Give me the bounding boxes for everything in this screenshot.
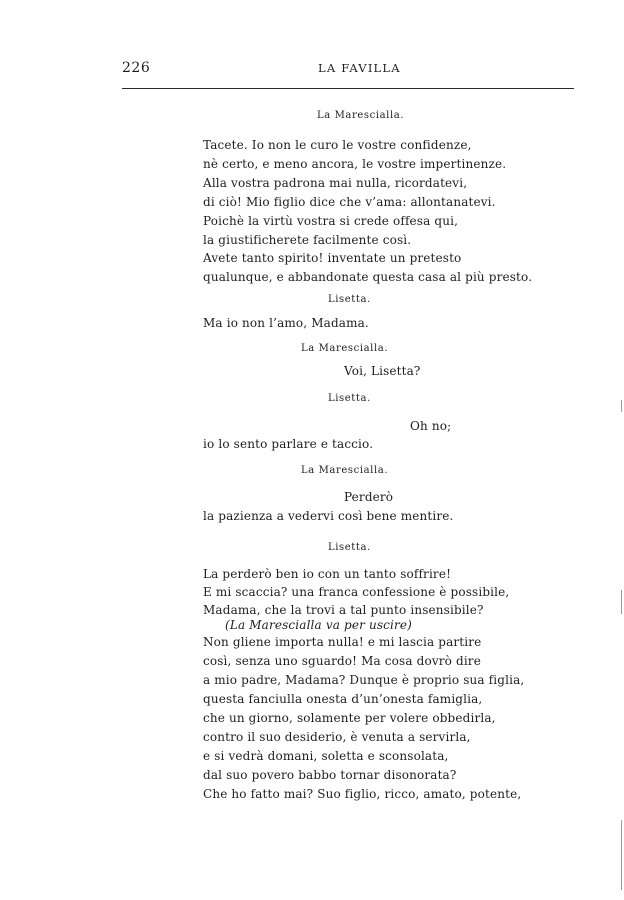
stage-direction: (La Marescialla va per uscire) xyxy=(225,618,412,632)
page-number: 226 xyxy=(122,60,151,76)
speaker-heading: Lisetta. xyxy=(328,294,371,305)
verse-line: Tacete. Io non le curo le vostre confidenze, xyxy=(203,138,472,152)
scan-artifact xyxy=(621,400,622,412)
verse-line: e si vedrà domani, soletta e sconsolata, xyxy=(203,749,449,763)
verse-line: la giustificherete facilmente così. xyxy=(203,233,412,247)
verse-line: questa fanciulla onesta d’un’onesta famiglia, xyxy=(203,692,483,706)
speaker-heading: La Marescialla. xyxy=(317,110,405,121)
verse-line: nè certo, e meno ancora, le vostre impertinenze. xyxy=(203,157,507,171)
verse-line: io lo sento parlare e taccio. xyxy=(203,437,374,451)
verse-line: Oh no; xyxy=(410,419,452,433)
verse-line: Non gliene importa nulla! e mi lascia partire xyxy=(203,635,482,649)
scan-artifact xyxy=(621,820,622,890)
page-header xyxy=(0,60,624,80)
verse-line: che un giorno, solamente per volere obbedirla, xyxy=(203,711,496,725)
verse-line: Alla vostra padrona mai nulla, ricordatevi, xyxy=(203,176,468,190)
verse-line: Poichè la virtù vostra si crede offesa qui, xyxy=(203,214,459,228)
verse-line: Voi, Lisetta? xyxy=(344,364,421,378)
verse-line: Perderò xyxy=(344,490,394,504)
verse-line: E mi scaccia? una franca confessione è possibile, xyxy=(203,585,510,599)
running-title: LA FAVILLA xyxy=(318,61,401,75)
speaker-heading: La Marescialla. xyxy=(301,343,389,354)
verse-line: Che ho fatto mai? Suo figlio, ricco, amato, potente, xyxy=(203,787,522,801)
verse-line: Avete tanto spirito! inventate un pretesto xyxy=(203,251,462,265)
scan-artifact xyxy=(621,590,622,614)
verse-line: contro il suo desiderio, è venuta a servirla, xyxy=(203,730,471,744)
verse-line: a mio padre, Madama? Dunque è proprio sua figlia, xyxy=(203,673,525,687)
header-rule xyxy=(122,88,574,89)
verse-line: Madama, che la trovi a tal punto insensibile? xyxy=(203,603,484,617)
verse-line: qualunque, e abbandonate questa casa al più presto. xyxy=(203,270,533,284)
speaker-heading: Lisetta. xyxy=(328,542,371,553)
verse-line: La perderò ben io con un tanto soffrire! xyxy=(203,567,452,581)
verse-line: dal suo povero babbo tornar disonorata? xyxy=(203,768,457,782)
speaker-heading: La Marescialla. xyxy=(301,465,389,476)
verse-line: la pazienza a vedervi così bene mentire. xyxy=(203,509,454,523)
verse-line: Ma io non l’amo, Madama. xyxy=(203,316,369,330)
speaker-heading: Lisetta. xyxy=(328,393,371,404)
verse-line: di ciò! Mio figlio dice che v’ama: allontanatevi. xyxy=(203,195,496,209)
verse-line: così, senza uno sguardo! Ma cosa dovrò dire xyxy=(203,654,481,668)
